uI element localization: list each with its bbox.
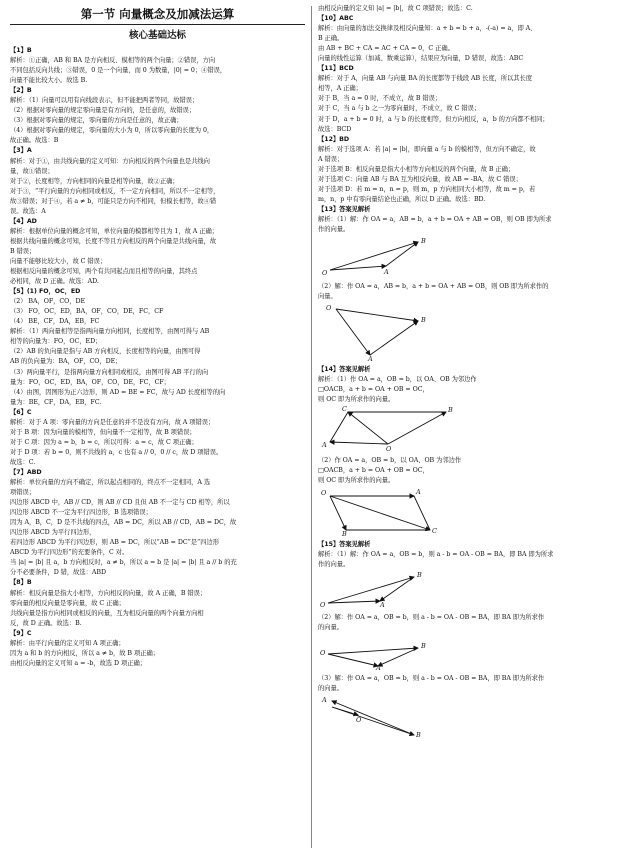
answer-heading: 【7】ABD <box>10 468 42 476</box>
text-line: 解析：对于 A 项：零向量的方向是任意的并不是没有方向，故 A 项错误； <box>10 418 215 426</box>
text-line: 向量。 <box>318 293 337 301</box>
text-line: 向量的线性运算（加减、数乘运算），结果应为向量，D 错误，故选：ABC <box>318 55 524 63</box>
text-line: （4）根据对零向量的规定，零向量的大小为 0，所以零向量的长度为 0， <box>10 127 214 135</box>
vector-oa <box>328 601 380 603</box>
answer-heading: 【1】B <box>10 47 32 54</box>
text-line: （4）由图，因图形为正六边形，则 AD = BE = FC，故与 AD 长度相等的向 <box>10 388 226 396</box>
right-lines-mid2 <box>318 365 614 405</box>
label-a: A <box>384 268 389 277</box>
text-line: 根据共线向量的概念可知，长度不等且方向相反的两个向量是共线向量，故 <box>10 237 217 245</box>
right-lines-mid5 <box>318 613 614 633</box>
text-line: 对于③，“平行向量的方向相同或相反，不一定方向相同，所以不一定相等， <box>10 187 220 195</box>
text-line: 向量不能够比较大小，故 C 错误； <box>10 257 107 265</box>
figure-13-1-svg <box>318 236 468 280</box>
text-line: 量为：FO，OC，ED，BA，OF，CO，DE，FC，CF； <box>10 378 170 386</box>
vector-ob <box>330 242 418 270</box>
vector-ob <box>388 412 446 444</box>
figure-15-2 <box>318 634 468 672</box>
label-o: O <box>356 715 362 724</box>
column-divider <box>311 6 312 848</box>
text-line: 对于②，长度相等，方向相同的向量是相等向量，故②正确； <box>10 177 179 185</box>
text-line: 对于 B，当 a = 0 时，不成立，故 B 错误； <box>318 95 442 103</box>
vector-ao <box>332 707 358 715</box>
text-line: 必相同，故 D 正确。故选：AD. <box>10 278 99 286</box>
text-line: 共线向量是指方向相同或相反的向量，互为相反向量的两个向量方向相 <box>10 609 204 617</box>
text-line: 量，故①错误； <box>10 167 54 175</box>
text-line: （2）根据对零向量的规定零向量是有方向的，是任意的，故错误； <box>10 107 196 115</box>
text-line: 的向量。 <box>318 623 343 631</box>
text-line: （2）AB 的负向量是指与 AB 方向相反，长度相等的向量，由图可得 <box>10 348 201 356</box>
section-title: 第一节 向量概念及加减法运算 <box>10 6 305 25</box>
text-line: A 错误； <box>318 155 344 163</box>
text-line: 对于 C 项：因为 a = b，b = c，所以可得：a = c，故 C 项正确； <box>10 438 198 446</box>
text-line: 解析：（1）解：作 OA = a，OB = b，则 a - b = OA - OB = BA，即 BA 即为所求 <box>318 550 554 558</box>
text-line: 对于选项 C：向量 AB 与 BA 互为相反向量，故 AB = -BA，故 C 错误； <box>318 175 522 183</box>
answer-heading: 【6】C <box>10 408 32 416</box>
answer-heading: 【11】BCD <box>318 65 354 73</box>
vector-ab <box>370 321 418 355</box>
text-line: 四边形 ABCD 中，AB // CD，则 AB // CD 且但 AB 不一定与 CD 相等，所以 <box>10 499 230 507</box>
label-o: O <box>320 600 326 609</box>
text-line: ABCD 为平行四边形”的充要条件，C 对。 <box>10 549 129 557</box>
answer-heading: 【14】答案见解析 <box>318 366 371 374</box>
text-line: 解析：单位向量的方向不确定，所以起点相同的，终点不一定相同，A 选 <box>10 479 211 487</box>
figure-15-1 <box>318 571 468 611</box>
text-line: 解析：（1）向量可以用有向线段表示，但不能把两者等同，故错误； <box>10 97 199 105</box>
text-line: 故选：BCD <box>318 125 352 133</box>
figure-15-3 <box>318 695 468 741</box>
text-line: 对于选项 B：相反向量是指大小相等方向相反的两个向量，故 B 正确； <box>318 165 515 173</box>
label-o: O <box>322 269 328 278</box>
text-line: （2） BA，OF，CO，DE <box>10 298 86 306</box>
side-ac <box>414 496 430 530</box>
label-o: O <box>386 445 392 454</box>
text-line: 解析：根据单位向量的概念可知，单位向量的模都相等且为 1，故 A 正确； <box>10 227 218 235</box>
vector-oa <box>328 654 378 666</box>
text-line: 解析：对于①，由共线向量的定义可知：方向相反的两个向量也是共线向 <box>10 157 210 165</box>
vector-ab <box>386 242 418 266</box>
text-line: 对于 D 项：若 b = 0，则不共线的 a，c 也有 a // 0，0 // c，故 D 项错误。 <box>10 448 223 456</box>
answer-heading: 【3】A <box>10 147 32 155</box>
answer-heading: 【9】C <box>10 629 32 637</box>
text-line: 则 OC 即为所求作的向量。 <box>318 477 395 485</box>
text-line: 的向量。 <box>318 684 343 692</box>
vector-oc <box>330 496 430 530</box>
text-line: 对于 D，a + b = 0 时，a 与 b 的长度相等，但方向相反，a，b 的方向都不相同； <box>318 115 549 123</box>
vector-ob <box>336 309 418 321</box>
text-line: 根据相反向量的概念可知，两个有共同起点而且相等的向量，其终点 <box>10 268 198 276</box>
text-line: 零向量的相反向量是零向量，故 C 正确； <box>10 599 125 607</box>
text-line: 量为：BE，CF，DA，EB，FC. <box>10 398 102 406</box>
answer-heading: 【2】B <box>10 87 32 95</box>
text-line: （3）两向量平行，是指两向量方向相同或相反，由图可得 AB 平行的向 <box>10 368 209 376</box>
label-a: A <box>380 600 385 609</box>
figure-14-1-svg <box>318 406 498 454</box>
right-lines-mid4 <box>318 540 614 570</box>
text-line: （2）解：作 OA = a，OB = b，则 a - b = OA - OB = BA，即 BA 即为所求作 <box>318 613 545 621</box>
text-line: 误。故选：A <box>10 207 46 215</box>
label-b: B <box>416 730 421 739</box>
label-b: B <box>421 316 426 325</box>
figure-15-2-svg <box>318 634 468 672</box>
vector-ba <box>332 701 414 735</box>
text-line: 反，故 D 正确。故选：B. <box>10 619 82 627</box>
figure-15-1-svg <box>318 571 468 611</box>
text-line: 由 AB + BC + CA = AC + CA = 0，C 正确。 <box>318 45 454 53</box>
text-line: （4） BE，CF，DA，EB，FC <box>10 318 100 326</box>
label-b: B <box>342 529 347 538</box>
text-line: 四边形 ABCD 为平行四边形， <box>10 529 96 537</box>
text-line: （2）解：作 OA = a，AB = b，a + b = OA + AB = OB，则 OB 即为所求作的 <box>318 283 549 291</box>
vector-oc <box>348 412 388 444</box>
text-line: 解析：（1）两向量相等是指两向量方向相同，长度相等，由图可得与 AB <box>10 328 210 336</box>
text-line: 分不必要条件，D 错，故选：ABD <box>10 569 106 577</box>
label-b: B <box>421 237 426 246</box>
text-line: 向量不能比较大小。故选 B. <box>10 77 88 85</box>
text-line: 解析：（1）作 OA = a，OB = b，以 OA、OB 为邻边作 <box>318 376 477 384</box>
label-o: O <box>320 648 326 657</box>
left-lines <box>10 46 305 669</box>
text-line: 作的向量。 <box>318 226 350 234</box>
figure-13-1 <box>318 236 468 280</box>
text-line: 故正确。故选：B <box>10 137 59 145</box>
answer-heading: 【13】答案见解析 <box>318 205 371 213</box>
text-line: 由相反向量的定义知 |a| = |b|，故 C 项错误；故选：C. <box>318 5 473 12</box>
text-line: 当 |a| = |b| 且 a，b 方向相反时，a ≠ b，所以 a = b 是 |a| = |b| 且 a // b 的充 <box>10 559 237 567</box>
text-line: 解析：对于选项 A：若 |a| = |b|，即向量 a 与 b 的模相等，但方向不确定，故 <box>318 145 536 153</box>
label-b: B <box>421 641 426 650</box>
label-a: A <box>322 441 327 450</box>
figure-14-1 <box>318 406 498 454</box>
vector-ob <box>328 648 418 654</box>
vector-ob <box>328 577 414 603</box>
text-line: 项错误； <box>10 489 35 497</box>
text-line: 解析：对于 A，向量 AB 与向量 BA 的长度都等于线段 AB 长度，所以其长度 <box>318 75 533 83</box>
text-line: （3） FO，OC，ED，BA，OF，CO，DE，FC，CF <box>10 308 164 316</box>
left-column <box>10 4 305 669</box>
label-c: C <box>432 526 437 535</box>
right-lines-mid6 <box>318 674 614 694</box>
label-b: B <box>448 406 453 415</box>
vector-oa <box>330 442 388 444</box>
vector-oa <box>336 309 370 355</box>
figure-13-2-svg <box>318 303 468 363</box>
label-o: O <box>326 304 332 313</box>
text-line: □OACB，a + b = OA + OB = OC， <box>318 467 429 475</box>
text-line: m，n，p 中有零向量结论也正确，所以 D 正确。故选：BD. <box>318 195 486 203</box>
text-line: 对于选项 D：若 m = n，n = p，则 m，p 方向相同大小相等，故 m = p，若 <box>318 185 536 193</box>
right-lines-mid1 <box>318 282 614 302</box>
text-line: 因为 a 和 b 的方向相反，所以 a ≠ b，故 B 项正确； <box>10 649 159 657</box>
figure-15-3-svg <box>318 695 468 741</box>
text-line: 故选：C. <box>10 458 36 466</box>
side-ac <box>330 412 348 442</box>
answer-heading: 【10】ABC <box>318 15 354 23</box>
text-line: □OACB，a + b = OA + OB = OC， <box>318 386 429 394</box>
text-line: AB 的负向量为：BA，OF，CO，DE； <box>10 358 122 366</box>
vector-ob <box>330 496 346 530</box>
text-line: 对于 B 项：因为向量的模相等，但向量不一定相等，故 B 项错误； <box>10 428 196 436</box>
label-a: A <box>376 663 381 672</box>
label-o: O <box>321 488 327 497</box>
text-line: 对于 C，当 a 与 b 之一为零向量时，不成立，故 C 错误； <box>318 105 481 113</box>
answer-heading: 【12】BD <box>318 135 350 143</box>
text-line: （2）作 OA = a，OB = b，以 OA、OB 为邻边作 <box>318 457 462 465</box>
vector-oa <box>330 266 386 270</box>
answer-heading: 【8】B <box>10 579 32 587</box>
text-line: 不同包括反向共线；③错误，0 是一个向量，而 0 为数量，|0| = 0；④错误， <box>10 67 227 75</box>
answer-heading: 【4】AD <box>10 217 37 225</box>
right-lines-mid3 <box>318 456 614 486</box>
text-line: 由相反向量的定义可知 a = -b，故选 D 项正确； <box>10 659 146 667</box>
label-a: A <box>416 487 421 496</box>
text-line: 故③错误；对于④，若 a ≠ b，可能只是方向不相同，但模长相等，故④错 <box>10 197 217 205</box>
text-line: 解析：由平行向量的定义可知 A 项正确； <box>10 639 125 647</box>
text-line: 四边形 ABCD 不一定为平行四边形，B 选项错误； <box>10 509 152 517</box>
text-line: 解析：①正确，AB 和 BA 是方向相反、模相等的两个向量；②错误，方向 <box>10 57 216 65</box>
text-line: 解析：（1）解：作 OA = a，AB = b，a + b = OA + AB = OB，则 OB 即为所求 <box>318 215 552 223</box>
text-line: B 错误； <box>10 247 36 255</box>
right-lines-top <box>318 4 614 235</box>
answer-heading: 【5】(1) FO，OC，ED <box>10 288 81 296</box>
vector-ba <box>380 577 414 601</box>
label-c: C <box>342 405 347 414</box>
label-b: B <box>417 570 422 579</box>
label-a: A <box>368 355 373 364</box>
text-line: 则 OC 即为所求作的向量。 <box>318 396 395 404</box>
right-column <box>318 4 614 743</box>
text-line: B 正确。 <box>318 35 344 43</box>
text-line: （3）解：作 OA = a，OB = b，则 a - b = OA - OB = BA，即 BA 即为所求作 <box>318 674 545 682</box>
figure-14-2 <box>318 488 498 538</box>
text-line: 若四边形 ABCD 为平行四边形，则 AB = DC，所以“AB = DC”是“四边形 <box>10 539 219 547</box>
text-line: 作的向量。 <box>318 560 350 568</box>
section-subtitle: 核心基础达标 <box>128 30 186 41</box>
text-line: 相等的向量为：FO，OC，ED； <box>10 338 102 346</box>
text-line: 因为 A，B，C，D 是不共线的四点，AB = DC，所以 AB // CD，AB = DC，故 <box>10 519 237 527</box>
text-line: 相等，A 正确； <box>318 85 362 93</box>
text-line: 解析：由向量的加法交换律及相反向量知：a + b = b + a，-(-a) = a，即 A、 <box>318 25 537 33</box>
figure-13-2 <box>318 303 468 363</box>
text-line: 解析：相反向量是指大小相等，方向相反的向量，故 A 正确，B 错误； <box>10 589 207 597</box>
text-line: （3）根据对零向量的规定，零向量的方向是任意的，故正确； <box>10 117 183 125</box>
label-a: A <box>322 695 327 704</box>
answer-heading: 【15】答案见解析 <box>318 540 371 548</box>
